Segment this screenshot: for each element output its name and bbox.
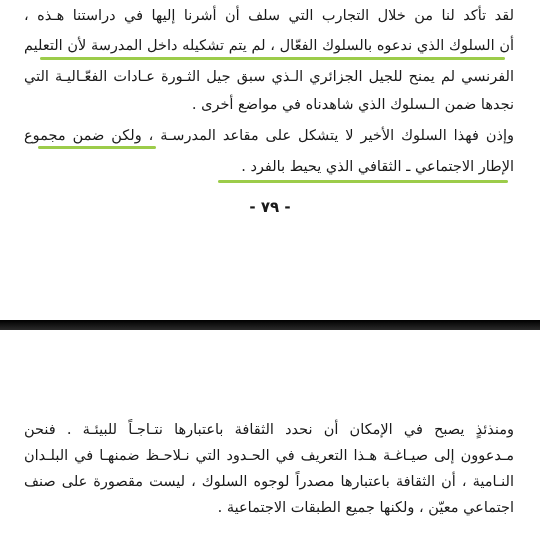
highlight-underline xyxy=(218,180,508,183)
text-line: مـدعوون إلى صيـاغـة هـذا التعريف في الحـدود التي نـلاحـظ ضمنهـا في البلـدان xyxy=(24,448,514,464)
bottom-page xyxy=(0,330,540,535)
text-line: النـامية ، أن الثقافة باعتبارها مصدراً لوجوه السلوك ، ليست مقصورة على صنف xyxy=(24,474,514,490)
text-line: الفرنسي لم يمنح للجيل الجزائري الـذي سبق جيل الثـورة عـادات الفعّـاليـة التي xyxy=(24,69,514,85)
page-number: - ٧٩ - xyxy=(249,198,291,216)
page-divider xyxy=(0,320,540,330)
highlight-underline xyxy=(38,146,156,149)
highlight-underline xyxy=(40,57,505,60)
text-line: نجدها ضمن الـسلوك الذي شاهدناه في مواضع أخرى . xyxy=(191,97,514,113)
text-line: أن السلوك الذي ندعوه بالسلوك الفعّال ، لم يتم تشكيله داخل المدرسة لأن التعليم xyxy=(24,38,514,54)
text-line: الإطار الاجتماعي ـ الثقافي الذي يحيط بالفرد . xyxy=(241,159,514,175)
text-line: اجتماعي معيّن ، ولكنها جميع الطبقات الاجتماعية . xyxy=(217,500,514,516)
text-line: ومنذئذٍ يصبح في الإمكان أن نحدد الثقافة باعتبارها نتـاجـاً للبيئـة . فنحن xyxy=(24,422,514,438)
text-line: لقد تأكد لنا من خلال التجارب التي سلف أن أشرنا إليها في دراستنا هـذه ، xyxy=(24,8,514,24)
text-line: وإذن فهذا السلوك الأخير لا يتشكل على مقاعد المدرسـة ، ولكن ضمن مجموع xyxy=(24,128,514,144)
